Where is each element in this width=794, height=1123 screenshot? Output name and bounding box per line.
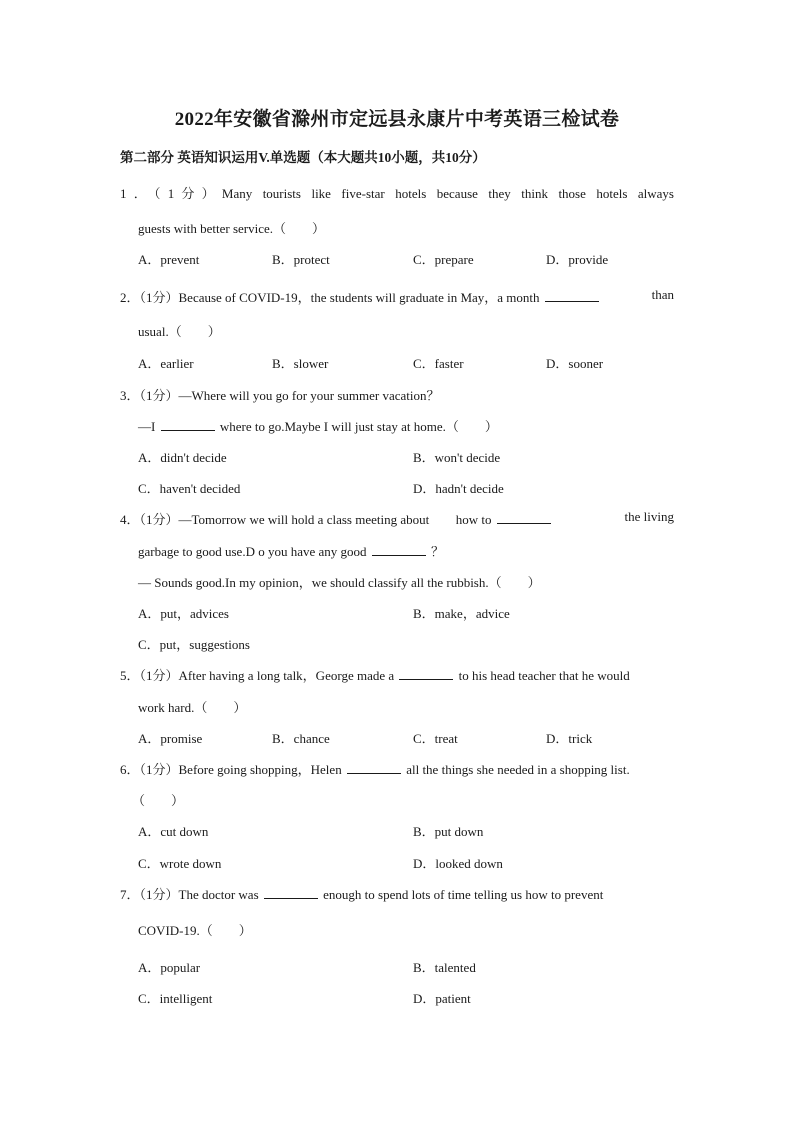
question-3-text-b: where to go.Maybe I will just stay at home.（ ） [219,419,498,434]
question-2-option-b[interactable]: B．slower [272,356,329,371]
question-5-text-b: to his head teacher that he would [458,668,630,683]
question-4-option-b[interactable]: B．make，advice [413,606,510,621]
question-3-line-2 [138,416,674,435]
question-2-blank[interactable] [545,289,599,302]
question-4-text-b: how to [455,512,492,527]
question-7-option-a[interactable]: A．popular [138,960,201,975]
question-6-line-2: （ ） [132,793,185,808]
question-2-text-a: 2．（1分）Because of COVID-19，the students will graduate in May，a month [120,290,540,305]
question-2-option-a[interactable]: A．earlier [138,356,194,371]
question-7-blank[interactable] [264,886,318,899]
question-4-blank-2[interactable] [372,543,426,556]
question-3-option-b[interactable]: B．won't decide [413,450,501,465]
question-3-option-a[interactable]: A．didn't decide [138,450,227,465]
question-7-line-1 [120,884,674,903]
question-2-option-c[interactable]: C．faster [413,356,464,371]
question-7-line-2: COVID-19.（ ） [138,923,252,938]
question-4-text-e: ？ [431,544,445,559]
question-4-option-c[interactable]: C．put，suggestions [138,637,250,652]
question-5-text-a: 5．（1分）After having a long talk，George made a [120,668,395,683]
question-2-line-1 [120,287,674,306]
question-7-text-a: 7．（1分）The doctor was [120,887,259,902]
question-6-option-b[interactable]: B．put down [413,824,484,839]
question-4-option-a[interactable]: A．put，advices [138,606,229,621]
question-4-text-c: the living [624,509,674,524]
question-5-option-d[interactable]: D．trick [546,731,593,746]
question-3-option-c[interactable]: C．haven't decided [138,481,241,496]
question-7-text-b: enough to spend lots of time telling us how to prevent [323,887,604,902]
question-4-text-d: garbage to good use.D o you have any good [138,544,367,559]
question-5-blank[interactable] [399,667,453,680]
question-5-line-1 [120,665,674,684]
page-title: 2022年安徽省滁州市定远县永康片中考英语三检试卷 [174,109,620,130]
question-3-option-d[interactable]: D．hadn't decide [413,481,504,496]
question-4-line-3: — Sounds good.In my opinion，we should classify all the rubbish.（ ） [138,575,541,590]
question-7-option-c[interactable]: C．intelligent [138,991,213,1006]
question-4-text-a: 4．（1分）—Tomorrow we will hold a class meeting about [120,512,430,527]
question-5-option-a[interactable]: A．promise [138,731,203,746]
question-6-line-1 [120,759,674,778]
question-1-option-a[interactable]: A．prevent [138,252,200,267]
question-4-line-1 [120,509,674,528]
question-6-option-d[interactable]: D．looked down [413,856,503,871]
question-7-option-b[interactable]: B．talented [413,960,476,975]
question-5-option-c[interactable]: C．treat [413,731,458,746]
question-2-text-b: than [651,287,674,302]
question-6-blank[interactable] [347,761,401,774]
question-4-line-2 [138,541,674,560]
section-heading: 第二部分 英语知识运用V.单选题（本大题共10小题，共10分） [120,150,486,165]
question-6-text-b: all the things she needed in a shopping list. [406,762,630,777]
question-1-line-1: 1．（1分）Many tourists like five-star hotels because they think those hotels always [120,186,674,201]
question-2-line-2: usual.（ ） [138,324,221,339]
question-5-line-2: work hard.（ ） [138,700,247,715]
question-1-option-b[interactable]: B．protect [272,252,330,267]
question-1-option-c[interactable]: C．prepare [413,252,474,267]
question-7-option-d[interactable]: D．patient [413,991,471,1006]
question-2-option-d[interactable]: D．sooner [546,356,604,371]
question-3-line-1: 3．（1分）—Where will you go for your summer vacation？ [120,388,440,403]
question-1-line-2: guests with better service.（ ） [138,221,326,236]
question-6-option-a[interactable]: A．cut down [138,824,209,839]
question-4-blank-1[interactable] [497,511,551,524]
question-1-option-d[interactable]: D．provide [546,252,609,267]
question-6-option-c[interactable]: C．wrote down [138,856,222,871]
question-3-text-a: —I [138,419,156,434]
question-3-blank[interactable] [161,418,215,431]
question-5-option-b[interactable]: B．chance [272,731,330,746]
question-6-text-a: 6．（1分）Before going shopping，Helen [120,762,342,777]
